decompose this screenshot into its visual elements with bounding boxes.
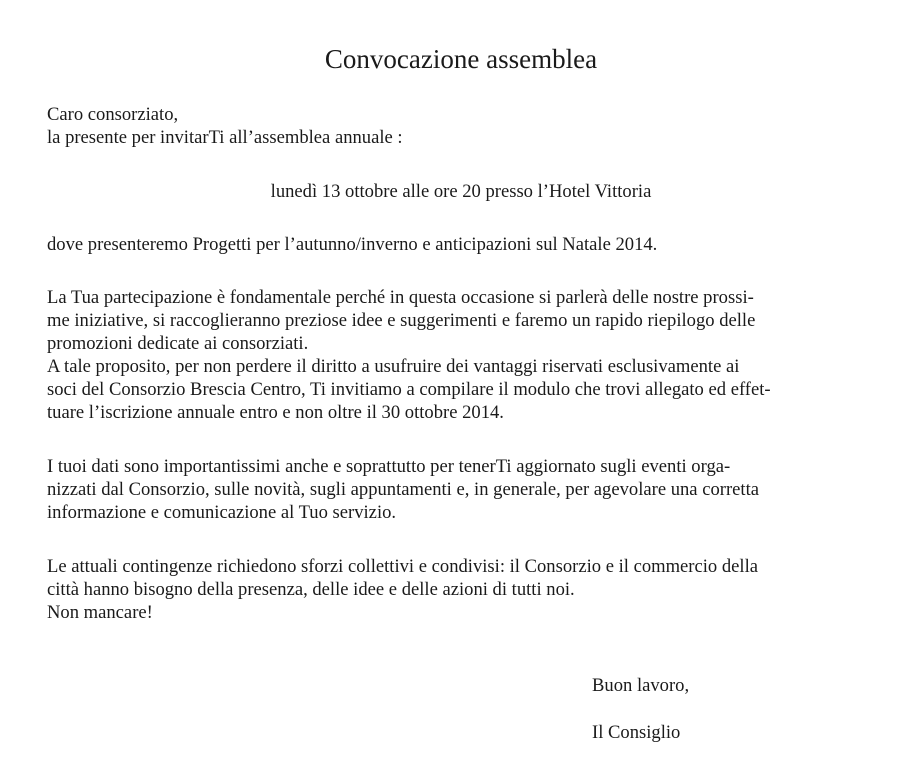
paragraph-participation-line-1: La Tua partecipazione è fondamentale perché in questa occasione si parlerà delle nostre prossi- bbox=[47, 287, 754, 308]
document-title: Convocazione assemblea bbox=[324, 44, 598, 74]
paragraph-data-line-1: I tuoi dati sono importantissimi anche e soprattutto per tenerTi aggiornato sugli eventi orga- bbox=[47, 456, 731, 477]
paragraph-participation-line-4: A tale proposito, per non perdere il diritto a usufruire dei vantaggi riservati esclusivamente ai bbox=[47, 356, 740, 377]
paragraph-participation-line-3: promozioni dedicate ai consorziati. bbox=[47, 333, 309, 354]
paragraph-projects: dove presenteremo Progetti per l’autunno/inverno e anticipazioni sul Natale 2014. bbox=[47, 234, 658, 255]
event-details: lunedì 13 ottobre alle ore 20 presso l’Hotel Vittoria bbox=[270, 181, 652, 202]
paragraph-data-line-2: nizzati dal Consorzio, sulle novità, sugli appuntamenti e, in generale, per agevolare una corretta bbox=[47, 479, 759, 500]
paragraph-participation-line-5: soci del Consorzio Brescia Centro, Ti invitiamo a compilare il modulo che trovi allegato ed effet- bbox=[47, 379, 771, 400]
paragraph-closing-line-2: città hanno bisogno della presenza, delle idee e delle azioni di tutti noi. bbox=[47, 579, 575, 600]
paragraph-data-line-3: informazione e comunicazione al Tuo servizio. bbox=[47, 502, 397, 523]
paragraph-closing-line-1: Le attuali contingenze richiedono sforzi collettivi e condivisi: il Consorzio e il commercio della bbox=[47, 556, 758, 577]
paragraph-participation-line-6: tuare l’iscrizione annuale entro e non oltre il 30 ottobre 2014. bbox=[47, 402, 504, 423]
greeting: Caro consorziato, bbox=[47, 104, 179, 125]
signature: Il Consiglio bbox=[592, 722, 681, 743]
paragraph-participation-line-2: me iniziative, si raccoglieranno preziose idee e suggerimenti e faremo un rapido riepilogo delle bbox=[47, 310, 756, 331]
intro-line: la presente per invitarTi all’assemblea annuale : bbox=[47, 127, 403, 148]
paragraph-closing-line-3: Non mancare! bbox=[47, 602, 153, 623]
closing-salutation: Buon lavoro, bbox=[592, 675, 690, 696]
